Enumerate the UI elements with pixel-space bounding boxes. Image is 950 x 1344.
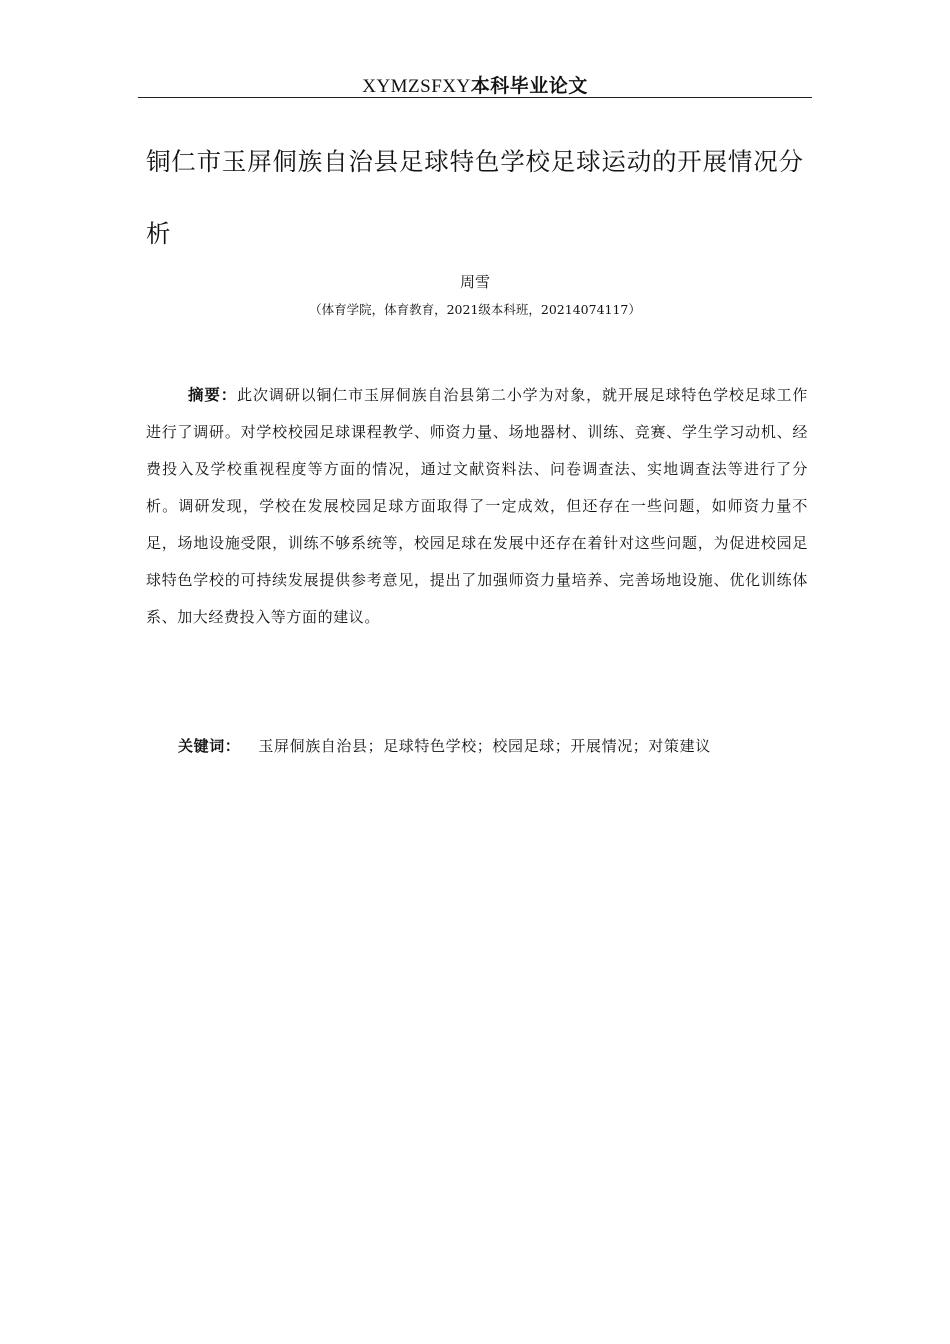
- paper-title: 铜仁市玉屏侗族自治县足球特色学校足球运动的开展情况分析: [146, 147, 804, 248]
- abstract-text: 此次调研以铜仁市玉屏侗族自治县第二小学为对象，就开展足球特色学校足球工作进行了调研。对学校校园足球课程教学、师资力量、场地器材、训练、竞赛、学生学习动机、经费投入及学校重视程度等方面的情况，通过文献资料法、问卷调查法、实地调查法等进行了分析。调研发现，学校在发展校园足球方面取得了一定成效，但还存在一些问题，如师资力量不足，场地设施受限，训练不够系统等，校园足球在发展中还存在着针对这些问题，为促进校园足球特色学校的可持续发展提供参考意见，提出了加强师资力量培养、完善场地设施、优化训练体系、加大经费投入等方面的建议。: [146, 386, 808, 626]
- abstract: [146, 377, 808, 636]
- header-suffix: 本科毕业论文: [470, 75, 588, 97]
- running-header: [138, 74, 812, 99]
- keywords-label: 关键词：: [178, 737, 241, 755]
- abstract-label: 摘要：: [188, 386, 238, 404]
- keywords: [178, 733, 818, 759]
- header-rule: [138, 97, 812, 98]
- header-code: XYMZSFXY: [362, 76, 471, 97]
- author-name: 周雪: [459, 273, 490, 291]
- author-affiliation: （体育学院，体育教育，2021级本科班，20214074117）: [309, 302, 641, 317]
- keywords-text: 玉屏侗族自治县；足球特色学校；校园足球；开展情况；对策建议: [258, 737, 711, 755]
